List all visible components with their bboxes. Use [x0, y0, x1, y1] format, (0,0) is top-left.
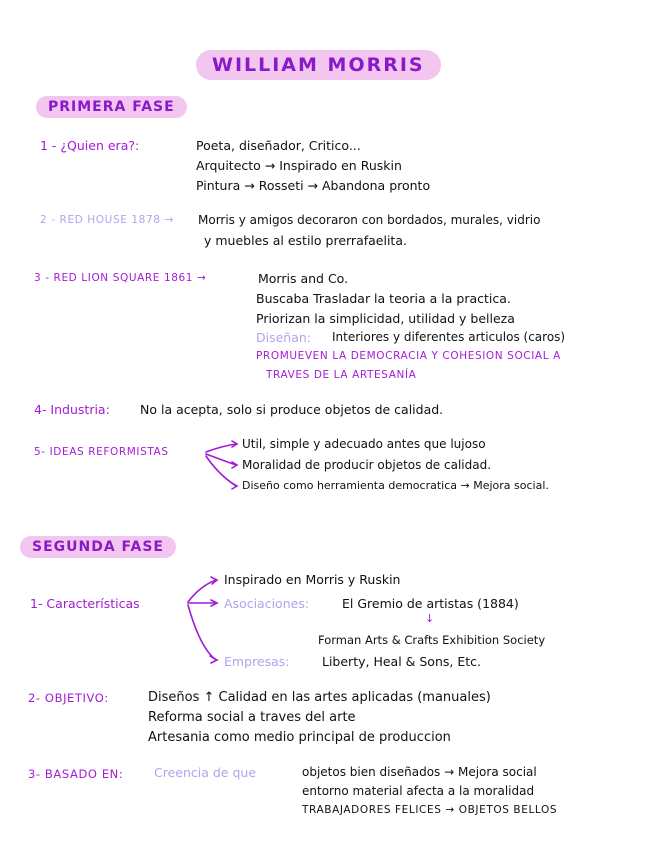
p2-item3-line-3: TRABAJADORES FELICES → OBJETOS BELLOS: [302, 804, 558, 816]
p2-item1-emp-label: Empresas:: [224, 654, 290, 669]
p2-item2-line-1: Diseños ↑ Calidad en las artes aplicadas (manuales): [148, 690, 491, 705]
item3-line-3: Priorizan la simplicidad, utilidad y belleza: [256, 311, 515, 326]
ideas-arrow-bottom: [206, 456, 236, 486]
p2-item3-sub-label: Creencia de que: [154, 765, 257, 780]
p2-item2-label: 2- OBJETIVO:: [28, 691, 109, 705]
item4-label: 4- Industria:: [34, 402, 110, 417]
p2-item1-assoc-label: Asociaciones:: [224, 596, 310, 611]
item3-label: 3 - RED LION SQUARE 1861 →: [34, 272, 207, 284]
p2-item3-label: 3- BASADO EN:: [28, 767, 124, 781]
p2-item1-assoc-text: El Gremio de artistas (1884): [342, 596, 519, 611]
p2-item1-emp-text: Liberty, Heal & Sons, Etc.: [322, 654, 481, 669]
p2-item1-down-arrow: ↓: [425, 612, 435, 625]
item3-design-text: Interiores y diferentes articulos (caros): [332, 330, 566, 344]
item3-line-1: Morris and Co.: [258, 271, 349, 286]
p2-item3-line-1: objetos bien diseñados → Mejora social: [302, 765, 537, 779]
item2-line-1: Morris y amigos decoraron con bordados, murales, vidrio: [198, 213, 541, 227]
item1-label: 1 - ¿Quien era?:: [40, 138, 140, 153]
item5-line-2: Moralidad de producir objetos de calidad.: [242, 458, 492, 472]
item1-line-1: Poeta, diseñador, Critico...: [196, 138, 361, 153]
p2-item2-line-2: Reforma social a traves del arte: [148, 710, 356, 725]
item5-line-3: Diseño como herramienta democratica → Mejora social.: [242, 479, 549, 492]
p2-item3-line-2: entorno material afecta a la moralidad: [302, 784, 535, 798]
p2-item2-line-3: Artesania como medio principal de produccion: [148, 730, 451, 745]
p2-item1-forman: Forman Arts & Crafts Exhibition Society: [318, 633, 546, 647]
item3-design-label: Diseñan:: [256, 330, 312, 345]
section-heading-primera-fase: PRIMERA FASE: [36, 96, 187, 118]
item3-promote-line-1: PROMUEVEN LA DEMOCRACIA Y COHESION SOCIAL A: [256, 350, 561, 362]
item5-label: 5- IDEAS REFORMISTAS: [34, 446, 169, 458]
item2-label: 2 - RED HOUSE 1878 →: [40, 214, 174, 226]
item5-line-1: Util, simple y adecuado antes que lujoso: [242, 437, 486, 451]
item3-line-2: Buscaba Trasladar la teoria a la practica.: [256, 291, 511, 306]
item1-line-2: Arquitecto → Inspirado en Ruskin: [196, 158, 402, 173]
p2-item1-line-1: Inspirado en Morris y Ruskin: [224, 572, 401, 587]
caract-arrow-bottom: [188, 605, 216, 660]
page-title: WILLIAM MORRIS: [196, 50, 441, 80]
ideas-arrow-top: [206, 444, 236, 452]
item2-line-2: y muebles al estilo prerrafaelita.: [204, 233, 407, 248]
item1-line-3: Pintura → Rosseti → Abandona pronto: [196, 178, 431, 193]
section-heading-segunda-fase: SEGUNDA FASE: [20, 536, 176, 558]
p2-item1-label: 1- Características: [30, 596, 140, 611]
item4-text: No la acepta, solo si produce objetos de calidad.: [140, 402, 444, 417]
item3-promote-line-2: TRAVES DE LA ARTESANÍA: [266, 369, 417, 381]
